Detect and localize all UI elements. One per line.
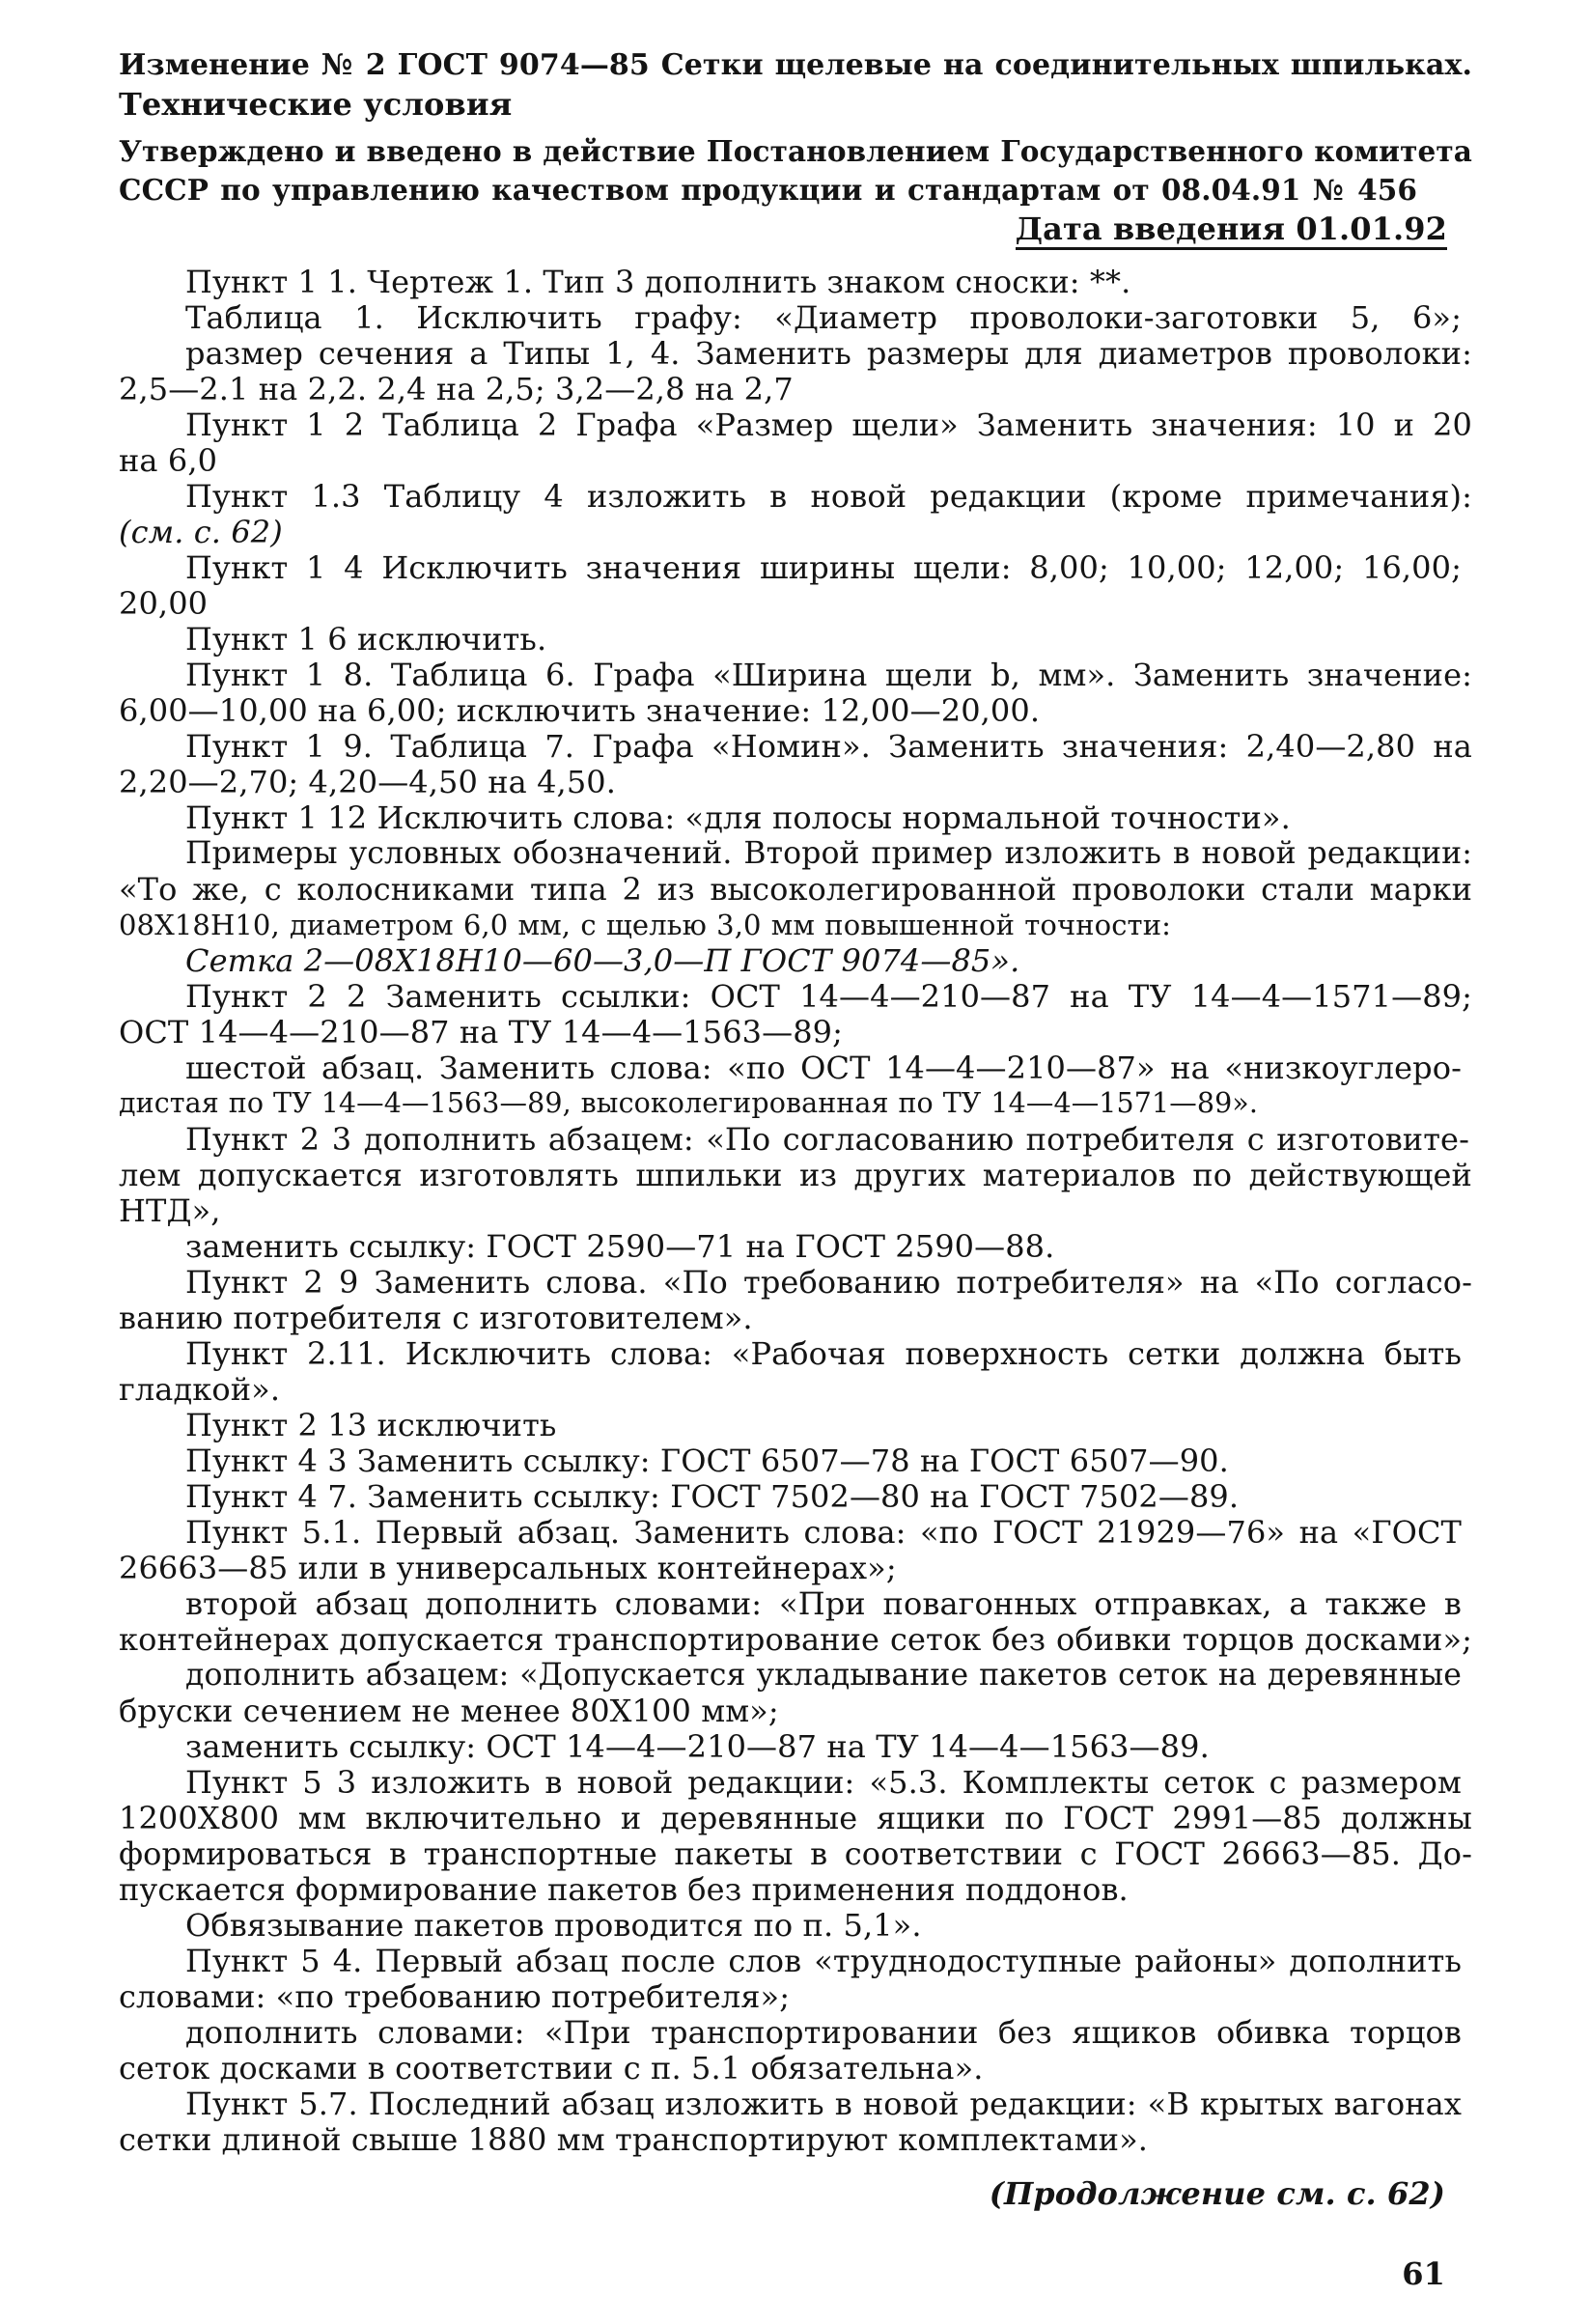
text-line: (см. с. 62)	[119, 514, 283, 550]
text-line: 2,20—2,70; 4,20—4,50 на 4,50.	[119, 764, 617, 800]
text-line: дополнить абзацем: «Допускается укладывание пакетов сеток на деревянные	[185, 1658, 1462, 1693]
text-line: Пункт 1 6 исключить.	[185, 621, 547, 658]
text-line: размер сечения a Типы 1, 4. Заменить размеры для диаметров проволоки:	[185, 335, 1472, 372]
text-line: Пункт 2 3 дополнить абзацем: «По согласованию потребителя с изготовите-	[185, 1121, 1469, 1158]
text-line: формироваться в транспортные пакеты в соответствии с ГОСТ 26663—85. До-	[119, 1835, 1472, 1872]
text-line: сеток досками в соответствии с п. 5.1 обязательна».	[119, 2050, 984, 2086]
text-line: 6,00—10,00 на 6,00; исключить значение: 12,00—20,00.	[119, 692, 1041, 729]
text-line: сетки длиной свыше 1880 мм транспортируют комплектами».	[119, 2121, 1149, 2158]
text-line: бруски сечением не менее 80Х100 мм»;	[119, 1693, 779, 1729]
text-line: Пункт 5 3 изложить в новой редакции: «5.3. Комплекты сеток с размером	[185, 1764, 1462, 1801]
text-line: 26663—85 или в универсальных контейнерах»;	[119, 1550, 897, 1586]
text-line: дистая по ТУ 14—4—1563—89, высоколегированная по ТУ 14—4—1571—89».	[119, 1087, 1258, 1119]
text-line: «То же, с колосниками типа 2 из высоколегированной проволоки стали марки	[119, 871, 1472, 908]
text-line: лем допускается изготовлять шпильки из других материалов по действующей	[119, 1157, 1472, 1193]
text-line: ванию потребителя с изготовителем».	[119, 1300, 753, 1336]
text-line: Обвязывание пакетов проводится по п. 5,1».	[185, 1907, 922, 1944]
approval-statement: Утверждено и введено в действие Постановлением Государственного комитета	[119, 134, 1472, 168]
document-subtitle: Технические условия	[119, 86, 513, 123]
text-line: 2,5—2.1 на 2,2. 2,4 на 2,5; 3,2—2,8 на 2,7	[119, 371, 794, 407]
text-line: Пункт 2 2 Заменить ссылки: ОСТ 14—4—210—87 на ТУ 14—4—1571—89;	[185, 978, 1472, 1015]
text-line: на 6,0	[119, 442, 218, 479]
text-line: Пункт 1 2 Таблица 2 Графа «Размер щели» Заменить значения: 10 и 20	[185, 406, 1472, 443]
text-line: Пункт 1 12 Исключить слова: «для полосы нормальной точности».	[185, 799, 1291, 836]
text-line: Пункт 2.11. Исключить слова: «Рабочая поверхность сетки должна быть	[185, 1335, 1462, 1372]
text-line: НТД»,	[119, 1192, 221, 1229]
text-line: Пункт 4 7. Заменить ссылку: ГОСТ 7502—80 на ГОСТ 7502—89.	[185, 1478, 1240, 1515]
document-title: Изменение № 2 ГОСТ 9074—85 Сетки щелевые на соединительных шпильках.	[119, 48, 1472, 82]
text-line: 08Х18Н10, диаметром 6,0 мм, с щелью 3,0 мм повышенной точности:	[119, 909, 1171, 941]
introduction-date-text: Дата введения 01.01.92	[1016, 210, 1447, 250]
text-line: Пункт 5 4. Первый абзац после слов «труднодоступные районы» дополнить	[185, 1943, 1462, 1979]
text-line: Сетка 2—08Х18Н10—60—3,0—П ГОСТ 9074—85».	[185, 942, 1020, 979]
text-line: Пункт 4 3 Заменить ссылку: ГОСТ 6507—78 на ГОСТ 6507—90.	[185, 1442, 1229, 1479]
text-line: 20,00	[119, 585, 209, 622]
text-line: 1200Х800 мм включительно и деревянные ящики по ГОСТ 2991—85 должны	[119, 1800, 1472, 1836]
continuation-note: (Продолжение см. с. 62)	[989, 2175, 1445, 2212]
text-line: заменить ссылку: ГОСТ 2590—71 на ГОСТ 2590—88.	[185, 1228, 1055, 1265]
text-line: заменить ссылку: ОСТ 14—4—210—87 на ТУ 14—4—1563—89.	[185, 1728, 1210, 1765]
text-line: Пункт 2 13 исключить	[185, 1407, 557, 1443]
text-line: словами: «по требованию потребителя»;	[119, 1978, 791, 2015]
text-line: Пункт 5.7. Последний абзац изложить в новой редакции: «В крытых вагонах	[185, 2086, 1462, 2122]
text-line: Пункт 1 4 Исключить значения ширины щели: 8,00; 10,00; 12,00; 16,00;	[185, 549, 1462, 586]
text-line: Примеры условных обозначений. Второй пример изложить в новой редакции:	[185, 836, 1472, 871]
text-line: дополнить словами: «При транспортировании без ящиков обивка торцов	[185, 2014, 1462, 2051]
text-line: Таблица 1. Исключить графу: «Диаметр проволоки-заготовки 5, 6»;	[185, 299, 1462, 336]
text-line: контейнерах допускается транспортирование сеток без обивки торцов досками»;	[119, 1621, 1472, 1658]
approval-statement-cont: СССР по управлению качеством продукции и стандартам от 08.04.91 № 456	[119, 173, 1417, 207]
text-line: гладкой».	[119, 1371, 281, 1408]
introduction-date	[1016, 210, 1447, 248]
text-line: шестой абзац. Заменить слова: «по ОСТ 14—4—210—87» на «низкоуглеро-	[185, 1050, 1462, 1086]
page-number: 61	[1402, 2255, 1445, 2292]
text-line: Пункт 1.3 Таблицу 4 изложить в новой редакции (кроме примечания):	[185, 478, 1472, 515]
text-line: Пункт 5.1. Первый абзац. Заменить слова: «по ГОСТ 21929—76» на «ГОСТ	[185, 1514, 1462, 1551]
text-line: второй абзац дополнить словами: «При повагонных отправках, а также в	[185, 1585, 1462, 1622]
text-line: Пункт 1 8. Таблица 6. Графа «Ширина щели b, мм». Заменить значение:	[185, 657, 1472, 693]
text-line: Пункт 2 9 Заменить слова. «По требованию потребителя» на «По согласо-	[185, 1264, 1472, 1301]
text-line: ОСТ 14—4—210—87 на ТУ 14—4—1563—89;	[119, 1014, 844, 1050]
text-line: Пункт 1 1. Чертеж 1. Тип 3 дополнить знаком сноски: **.	[185, 264, 1131, 300]
text-line: пускается формирование пакетов без применения поддонов.	[119, 1871, 1129, 1908]
text-line: Пункт 1 9. Таблица 7. Графа «Номин». Заменить значения: 2,40—2,80 на	[185, 728, 1472, 765]
